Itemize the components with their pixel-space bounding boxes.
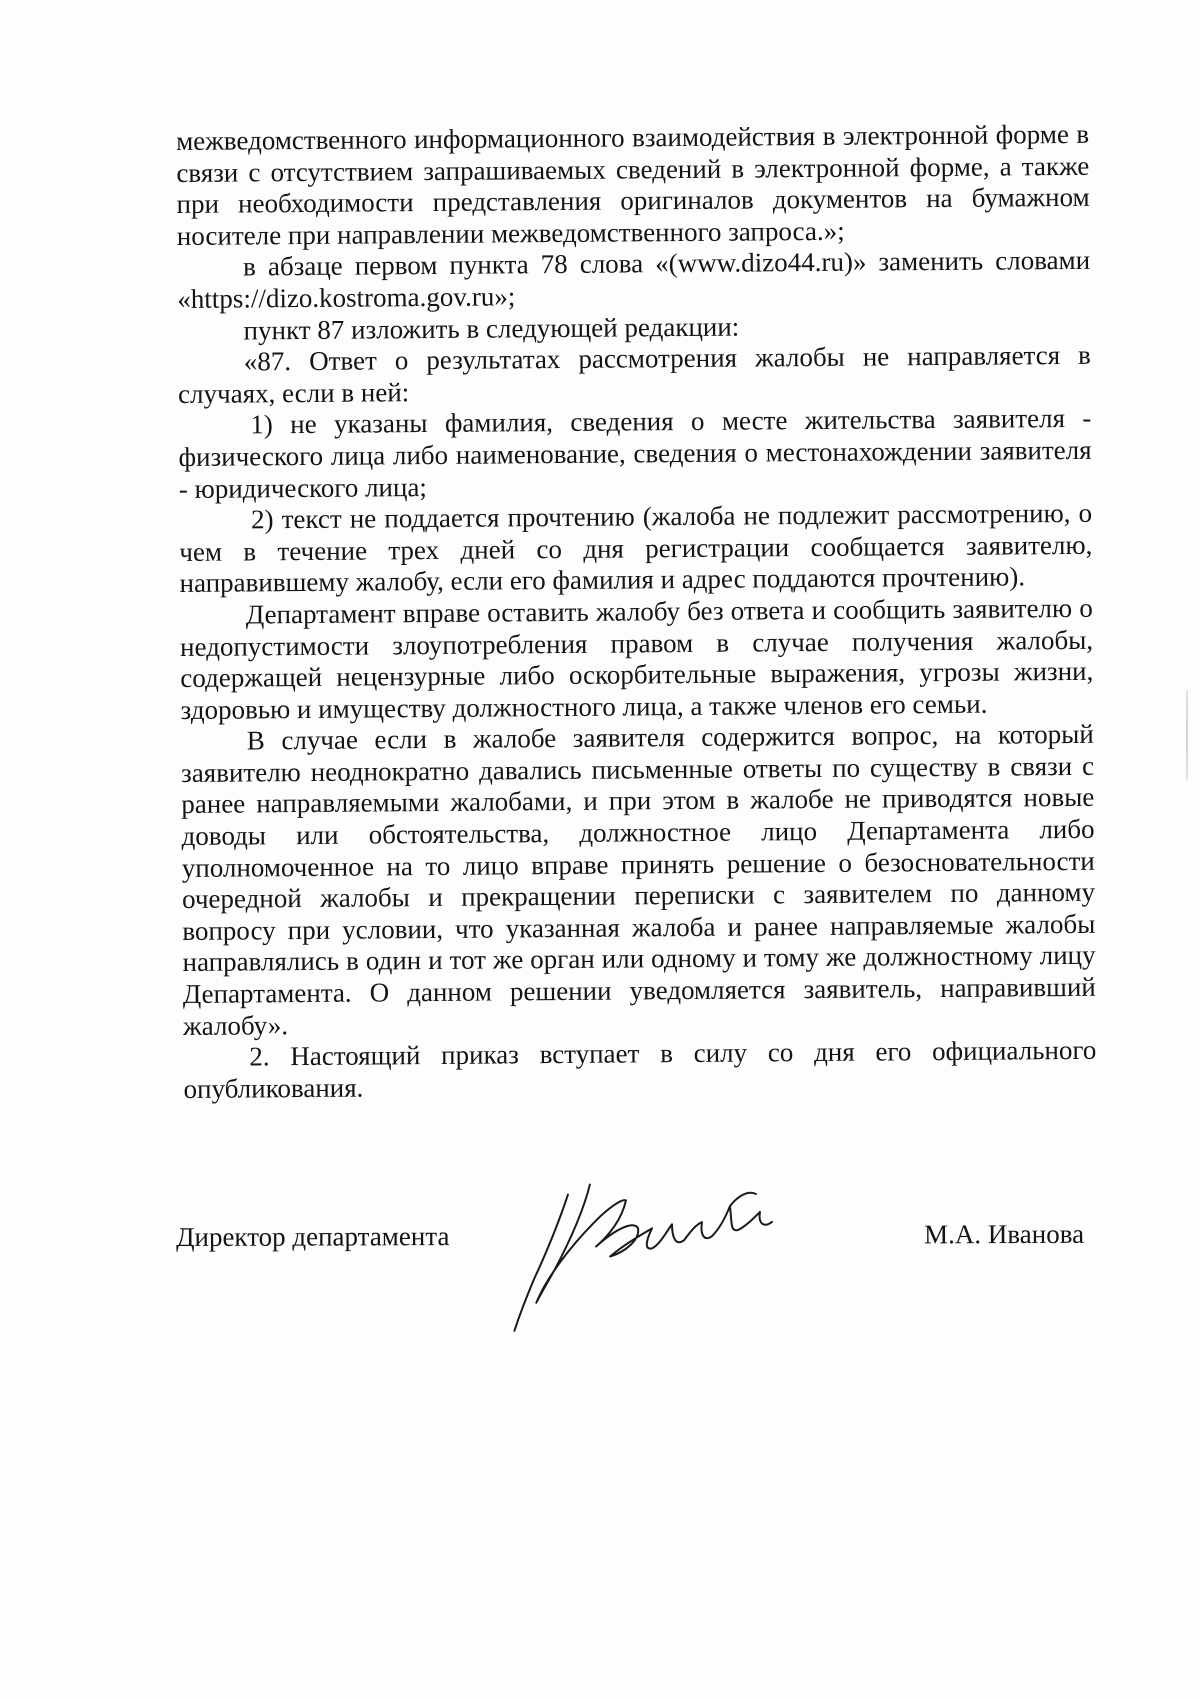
- paragraph-point-87-intro: пункт 87 изложить в следующей редакции:: [243, 311, 740, 346]
- signatory-name: М.А. Иванова: [924, 1218, 1085, 1250]
- paragraph-no-answer: Департамент вправе оставить жалобу без ответа и сообщить заявителю о недопустимости злоупотребления правом в случае получения жалобы, содержащей нецензурные либо оскорбительные выражения, угрозы жизни, здоровью и имуществу должностного лица, а также членов его семьи.: [179, 592, 1094, 725]
- signature-block: [176, 1219, 1084, 1362]
- scan-edge-mark: [1186, 690, 1188, 780]
- handwritten-signature: [506, 1166, 787, 1347]
- paragraph-item-2: 2) текст не поддается прочтению (жалоба не подлежит рассмотрению, о чем в течение трех дней со дня регистрации сообщается заявителю, направившему жалобу, если его фамилия и адрес поддаются прочтению).: [179, 497, 1093, 599]
- paragraph-item-1: 1) не указаны фамилия, сведения о месте жительства заявителя - физического лица либо наименование, сведения о местонахождении заявителя - юридического лица;: [178, 403, 1092, 504]
- paragraph-effective-date: 2. Настоящий приказ вступает в силу со дня его официального опубликования.: [183, 1035, 1097, 1104]
- paragraph-website-change: в абзаце первом пункта 78 слова «(www.dizo44.ru)» заменить словами «https://dizo.kostroma.gov.ru»;: [177, 245, 1091, 314]
- paragraph-repeated-complaint: В случае если в жалобе заявителя содержится вопрос, на который заявителю неоднократно давались письменные ответы по существу в связи с ранее направляемыми жалобами, и при этом в жалобе не приводятся новые доводы или обстоятельства, должностное лицо Департамента либо уполномоченное на то лицо вправе принять решение о безосновательности очередной жалобы и прекращении переписки с заявителем по данному вопросу при условии, что указанная жалоба и ранее направляемые жалобы направлялись в один и тот же орган или одному и тому же должностному лицу Департамента. О данном решении уведомляется заявитель, направивший жалобу».: [180, 719, 1096, 1041]
- paragraph-continuation: межведомственного информационного взаимодействия в электронной форме в связи с отсутствием запрашиваемых сведений в электронной форме, а также при необходимости представления оригиналов документов на бумажном носителе при направлении межведомственного запроса.»;: [176, 118, 1090, 251]
- signatory-position: Директор департамента: [176, 1221, 450, 1252]
- document-body: [176, 119, 1097, 1106]
- paragraph-point-87: «87. Ответ о результатах рассмотрения жалобы не направляется в случаях, если в ней:: [177, 339, 1091, 409]
